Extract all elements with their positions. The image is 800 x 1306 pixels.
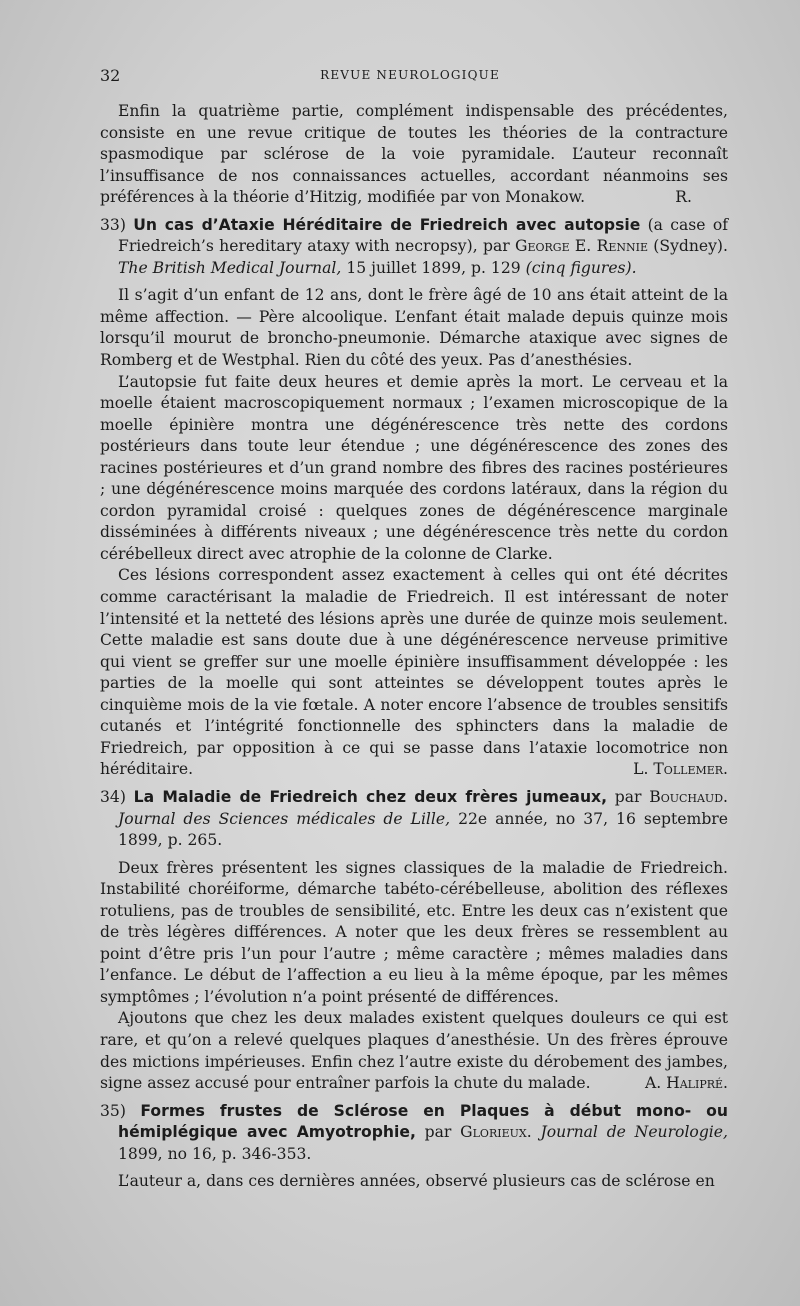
article-34-author: Bouchaud. <box>649 787 728 806</box>
article-34-journal: Journal des Sciences médicales de Lille, <box>118 809 451 828</box>
article-33-paragraph-2: L’autopsie fut faite deux heures et demie après la mort. Le cerveau et la moelle étaient macroscopiquement normaux ; l’examen microscopique de la moelle épinière montra une dégénérescence très nette des cordons postérieurs dans toute leur étendue ; une dégénérescence des zones des racines postérieures et d’un grand nombre des fibres des racines postérieures ; une dégénérescence moins marquée des cordons latéraux, dans la région du cordon pyramidal croisé : quelques zones de dégénérescence marginale disséminées à différents niveaux ; une dégénérescence très nette du cordon cérébelleux direct avec atrophie de la colonne de Clarke. <box>100 372 728 563</box>
article-33-heading <box>100 215 728 280</box>
page-number: 32 <box>100 66 121 85</box>
article-35-paragraph-1: L’auteur a, dans ces dernières années, observé plusieurs cas de sclérose en <box>118 1172 715 1191</box>
article-35-by: par <box>424 1123 452 1142</box>
intro-text: Enfin la quatrième partie, complément indispensable des précédentes, consiste en une revue critique de toutes les théories de la contracture spasmodique par sclérose de la voie pyramidale. L’auteur reconnaît l’insuffisance de nos connaissances actuelles, accordant néanmoins ses préférences à la théorie d’Hitzig, modifiée par von Monakow. <box>100 102 728 207</box>
article-34-signature: A. Halipré. <box>644 1074 728 1093</box>
article-34-heading <box>100 787 728 852</box>
article-35-number: 35) <box>100 1101 126 1120</box>
intro-signature: R. <box>675 188 692 207</box>
article-34-paragraph-1: Deux frères présentent les signes classiques de la maladie de Friedreich. Instabilité choréiforme, démarche tabéto-cérébelleuse, abolition des réflexes rotuliens, pas de troubles de sensibilité, etc. Entre les deux cas n’existent que de très légères différences. A noter que les deux frères se ressemblent au point d’être pris l’un pour l’autre ; même caractère ; mêmes maladies dans l’enfance. Le début de l’affection a eu lieu à la même époque, par les mêmes symptômes ; l’évolution n’a point présenté de différences. <box>100 858 728 1006</box>
article-33-paragraph-3 <box>100 565 728 780</box>
article-35-journal: Journal de Neurologie, <box>540 1123 728 1142</box>
article-33-date: 15 juillet 1899, p. 129 <box>346 258 521 277</box>
article-33-signature: L. Tollemer. <box>633 760 728 779</box>
article-35-heading <box>100 1101 728 1166</box>
running-title: REVUE NEUROLOGIQUE <box>320 68 500 82</box>
article-34-paragraph-2-text: Ajoutons que chez les deux malades existent quelques douleurs ce qui est rare, et qu’on a relevé quelques plaques d’anesthésie. Un des frères éprouve des mictions impérieuses. Enfin chez l’autre existe du dérobement des jambes, signe assez accusé pour entraîner parfois la chute du malade. <box>100 1009 728 1093</box>
article-34-number: 34) <box>100 787 126 806</box>
article-34-details: 22e année, no 37, 16 septembre 1899, p. 265. <box>118 809 728 850</box>
article-35-details: 1899, no 16, p. 346-353. <box>118 1144 312 1163</box>
article-33-figures: (cinq figures). <box>525 258 637 277</box>
article-34-title: La Maladie de Friedreich chez deux frères jumeaux, <box>133 787 608 806</box>
page-header <box>100 66 720 86</box>
article-33-subtitle: (a case of Friedreich’s hereditary ataxy with necropsy), par <box>118 215 728 256</box>
article-33-paragraph-1: Il s’agit d’un enfant de 12 ans, dont le frère âgé de 10 ans était atteint de la même affection. — Père alcoolique. L’enfant était malade depuis quinze mois lorsqu’il mourut de broncho-pneumonie. Démarche ataxique avec signes de Romberg et de Westphal. Rien du côté des yeux. Pas d’anesthésies. <box>100 286 728 370</box>
article-33-number: 33) <box>100 215 126 234</box>
article-33-location: (Sydney). <box>653 237 728 256</box>
article-33-paragraph-3-text: Ces lésions correspondent assez exactement à celles qui ont été décrites comme caractérisant la maladie de Friedreich. Il est intéressant de noter l’intensité et la netteté des lésions après une durée de quinze mois seulement. Cette maladie est sans doute due à une dégénérescence nerveuse primitive qui vient se greffer sur une moelle épinière insuffisamment développée : les parties de la moelle qui sont atteintes se développent toutes après le cinquième mois de la vie fœtale. A noter encore l’absence de troubles sensitifs cutanés et l’intégrité fonctionnelle des sphincters dans la maladie de Friedreich, par opposition à ce qui se passe dans l’ataxie locomotrice non héréditaire. <box>100 566 728 779</box>
article-34-by: par <box>614 787 642 806</box>
article-35-author: Glorieux. <box>460 1123 532 1142</box>
article-33-title: Un cas d’Ataxie Héréditaire de Friedreich avec autopsie <box>133 215 641 234</box>
intro-paragraph <box>100 101 728 209</box>
article-33-author: George E. Rennie <box>515 237 648 256</box>
article-34-paragraph-2 <box>100 1008 728 1094</box>
article-33-journal: The British Medical Journal, <box>118 258 342 277</box>
page-body <box>100 101 728 1193</box>
article-35-title: Formes frustes de Sclérose en Plaques à début mono- ou hémiplégique avec Amyotrophie, <box>118 1101 728 1142</box>
